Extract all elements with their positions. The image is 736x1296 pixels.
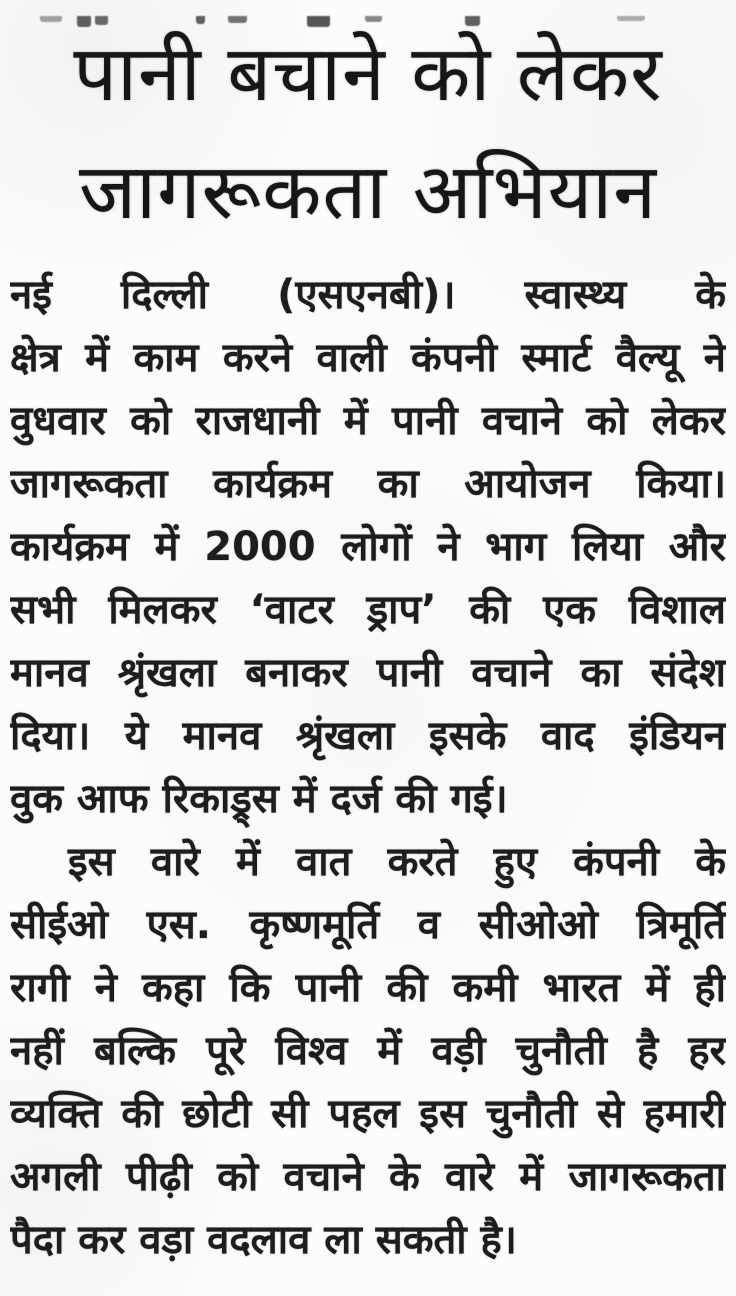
body-line: व्यक्ति की छोटी सी पहल इस चुनौती से हमारी: [10, 1091, 726, 1137]
body-line: सीईओ एस. कृष्णमूर्ति व सीओओ त्रिमूर्ति: [10, 902, 726, 948]
body-line: नई दिल्ली (एसएनबी)। स्वास्थ्य के: [10, 272, 726, 318]
cropped-previous-line: [0, 16, 736, 30]
body-line: कार्यक्रम में 2000 लोगों ने भाग लिया और: [10, 524, 726, 570]
body-line: वुधवार को राजधानी में पानी वचाने को लेकर: [10, 398, 726, 444]
body-line: इस वारे में वात करते हुए कंपनी के: [68, 839, 726, 885]
torn-text-remnant: [307, 16, 330, 27]
article-headline: [8, 16, 728, 252]
torn-text-remnant: [228, 16, 247, 23]
body-line: नहीं बल्कि पूरे विश्व में वड़ी चुनौती है हर: [10, 1028, 726, 1074]
headline-line-2: जागरूकता अभियान: [79, 148, 657, 237]
body-line: अगली पीढ़ी को वचाने के वारे में जागरूकता: [10, 1154, 726, 1200]
torn-text-remnant: [196, 16, 205, 24]
torn-text-remnant: [465, 16, 480, 26]
body-line: पैदा कर वड़ा वदलाव ला सकती है।: [10, 1217, 517, 1263]
headline-line-1: पानी बचाने को लेकर: [73, 30, 663, 119]
body-line: जागरूकता कार्यक्रम का आयोजन किया।: [10, 461, 726, 507]
body-line: क्षेत्र में काम करने वाली कंपनी स्मार्ट वैल्यू ने: [10, 335, 726, 381]
torn-text-remnant: [617, 16, 645, 21]
newspaper-clipping: [0, 16, 736, 1296]
body-line: दिया। ये मानव श्रृंखला इसके वाद इंडियन: [10, 713, 726, 759]
body-line: सभी मिलकर ‘वाटर ड्राप’ की एक विशाल: [10, 587, 726, 633]
article-body: [0, 264, 736, 1272]
body-line: रागी ने कहा कि पानी की कमी भारत में ही: [10, 965, 726, 1011]
torn-text-remnant: [365, 16, 382, 22]
torn-text-remnant: [40, 16, 62, 22]
body-line: मानव श्रृंखला बनाकर पानी वचाने का संदेश: [10, 650, 726, 696]
body-line: वुक आफ रिकाड्र्स में दर्ज की गई।: [10, 776, 508, 822]
torn-text-remnant: [95, 16, 108, 25]
torn-text-remnant: [77, 16, 91, 27]
